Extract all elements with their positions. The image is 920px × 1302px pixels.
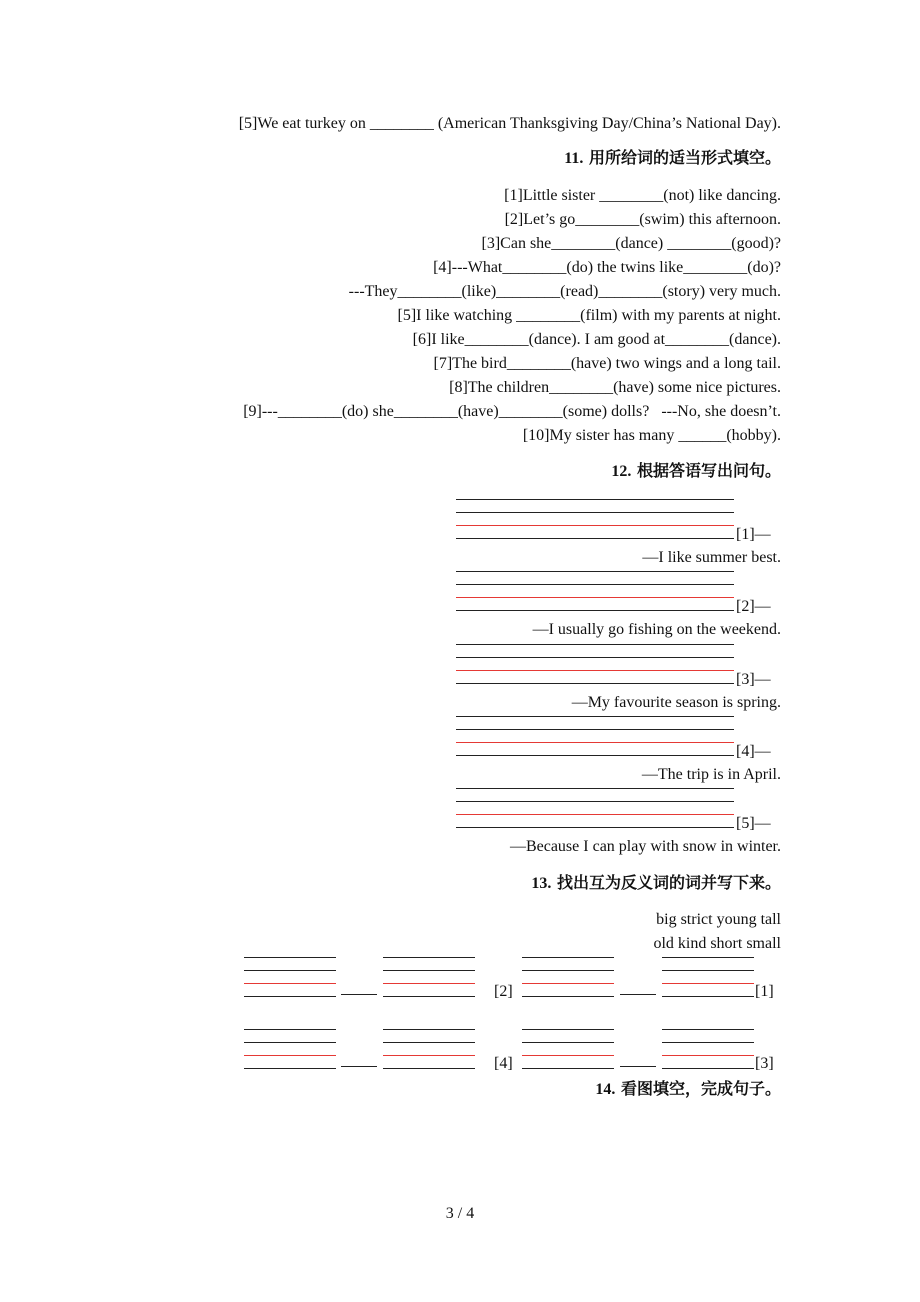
section-12-heading: [611, 461, 781, 482]
s13-writing-block[interactable]: [383, 957, 475, 997]
s12-writing-block-1[interactable]: [456, 499, 734, 539]
s12-answer-4: —The trip is in April.: [641, 766, 781, 783]
s13-word-bank-line-1: big strict young tall: [656, 911, 781, 928]
q10-item-5: [5]We eat turkey on ________ (American Thanksgiving Day/China’s National Day).: [238, 115, 781, 132]
s11-item-8: [8]The children________(have) some nice pictures.: [449, 379, 781, 396]
s13-writing-block[interactable]: [662, 957, 754, 997]
s11-item-4-answer: ---They________(like)________(read)________(story) very much.: [348, 283, 781, 300]
s11-item-2: [2]Let’s go________(swim) this afternoon.: [504, 211, 781, 228]
s13-writing-block[interactable]: [244, 1029, 336, 1069]
s11-item-9: [9]---________(do) she________(have)________(some) dolls? ---No, she doesn’t.: [243, 403, 781, 420]
s13-connector-dash: [620, 994, 656, 995]
s11-item-4: [4]---What________(do) the twins like________(do)?: [433, 259, 781, 276]
s13-word-bank-line-2: old kind short small: [653, 935, 781, 952]
s13-writing-block[interactable]: [383, 1029, 475, 1069]
s13-connector-dash: [341, 994, 377, 995]
s12-writing-block-3[interactable]: [456, 644, 734, 684]
s11-item-7: [7]The bird________(have) two wings and a long tail.: [433, 355, 781, 372]
s12-label-5: [5]—: [736, 815, 771, 832]
s11-item-10: [10]My sister has many ______(hobby).: [522, 427, 781, 444]
s12-writing-block-4[interactable]: [456, 716, 734, 756]
s11-item-1: [1]Little sister ________(not) like dancing.: [504, 187, 781, 204]
section-13-number: 13.: [531, 875, 552, 892]
s12-writing-block-2[interactable]: [456, 571, 734, 611]
s13-label-3: [3]: [755, 1055, 774, 1072]
s12-label-3: [3]—: [736, 671, 771, 688]
s12-label-4: [4]—: [736, 743, 771, 760]
s13-writing-block[interactable]: [244, 957, 336, 997]
s12-label-1: [1]—: [736, 526, 771, 543]
section-12-number: 12.: [611, 463, 632, 480]
section-12-title: 根据答语写出问句。: [636, 461, 781, 480]
s12-writing-block-5[interactable]: [456, 788, 734, 828]
s11-item-3: [3]Can she________(dance) ________(good)?: [481, 235, 781, 252]
section-14-number: 14.: [595, 1081, 616, 1098]
s11-item-5: [5]I like watching ________(film) with my parents at night.: [397, 307, 781, 324]
s12-answer-1: —I like summer best.: [642, 549, 781, 566]
section-14-heading: [595, 1079, 781, 1100]
section-14-title: 看图填空，完成句子。: [620, 1079, 781, 1098]
s12-answer-3: —My favourite season is spring.: [571, 694, 781, 711]
s13-label-2: [2]: [494, 983, 513, 1000]
s13-writing-block[interactable]: [522, 957, 614, 997]
s13-writing-block[interactable]: [522, 1029, 614, 1069]
s13-label-4: [4]: [494, 1055, 513, 1072]
section-13-title: 找出互为反义词的词并写下来。: [556, 873, 781, 892]
section-11-title: 用所给词的适当形式填空。: [588, 148, 781, 167]
section-13-heading: [531, 873, 781, 894]
s13-connector-dash: [620, 1066, 656, 1067]
section-11-heading: [564, 148, 781, 169]
s12-answer-5: —Because I can play with snow in winter.: [509, 838, 781, 855]
s12-answer-2: —I usually go fishing on the weekend.: [532, 621, 781, 638]
s13-writing-block[interactable]: [662, 1029, 754, 1069]
page-number: 3 / 4: [445, 1205, 475, 1222]
s13-connector-dash: [341, 1066, 377, 1067]
s11-item-6: [6]I like________(dance). I am good at________(dance).: [412, 331, 781, 348]
s12-label-2: [2]—: [736, 598, 771, 615]
section-11-number: 11.: [564, 150, 584, 167]
s13-label-1: [1]: [755, 983, 774, 1000]
